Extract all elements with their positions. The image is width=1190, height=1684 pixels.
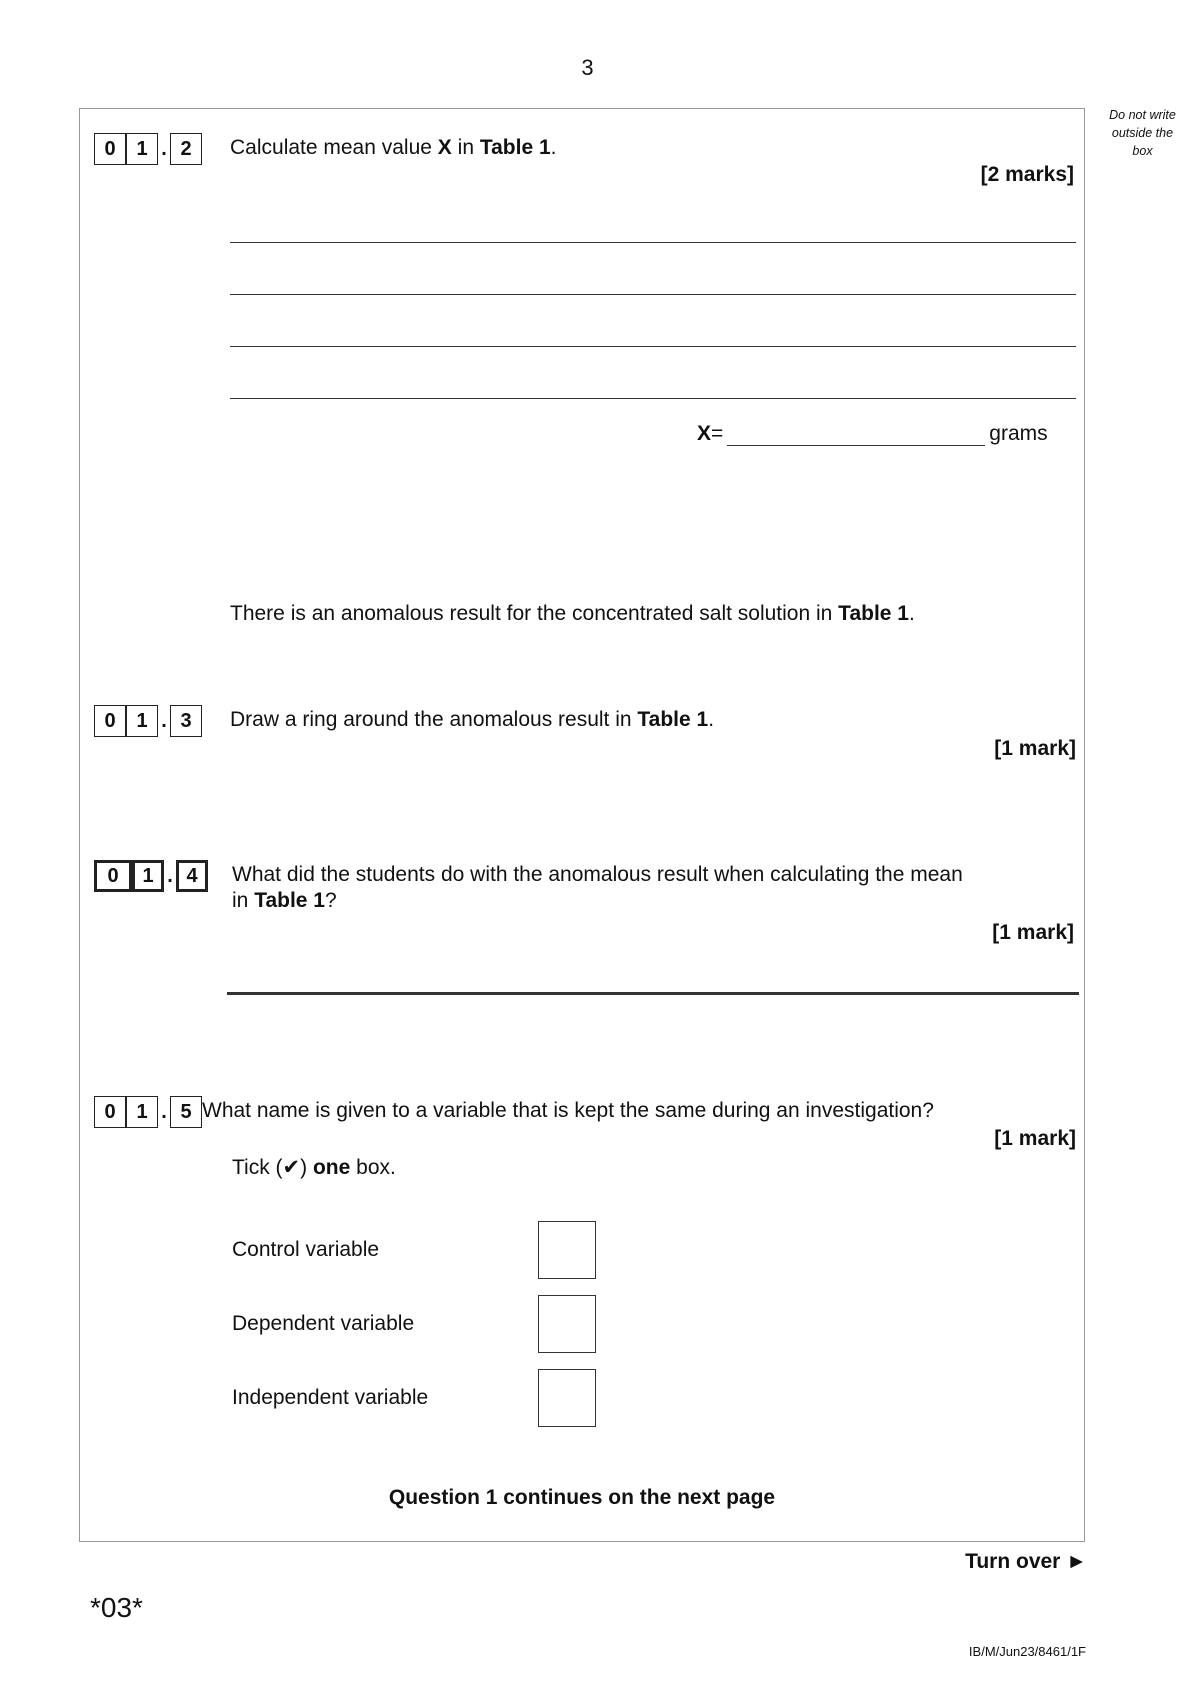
- tick-icon: ✔: [282, 1156, 301, 1179]
- text: Calculate mean value: [230, 136, 438, 159]
- qnum-digit: 1: [126, 1096, 158, 1128]
- margin-note-line: outside the: [1111, 126, 1174, 140]
- text: in: [232, 889, 255, 912]
- paper-reference: IB/M/Jun23/8461/1F: [968, 1644, 1086, 1659]
- text: .: [708, 708, 715, 731]
- answer-line[interactable]: [227, 992, 1079, 995]
- bold-text: Table 1: [479, 136, 551, 159]
- answer-line[interactable]: [230, 242, 1076, 243]
- text: Turn over: [965, 1550, 1061, 1573]
- page-code: *03*: [90, 1592, 143, 1623]
- question-number-01-4: [94, 860, 208, 892]
- qnum-dot: .: [161, 1100, 167, 1123]
- qnum-dot: .: [161, 137, 167, 160]
- equals-sign: =: [711, 422, 724, 445]
- qnum-digit: 0: [94, 133, 126, 165]
- answer-x-row: [697, 422, 1048, 446]
- tick-box[interactable]: [538, 1295, 596, 1353]
- text: Draw a ring around the anomalous result in: [230, 708, 638, 731]
- question-text-01-2: [230, 135, 556, 161]
- margin-note-line: box: [1132, 144, 1153, 158]
- tick-box[interactable]: [538, 1221, 596, 1279]
- option-control-variable: [232, 1221, 596, 1279]
- question-text-01-3: [230, 707, 714, 733]
- bold-text: one: [312, 1156, 351, 1179]
- marks-label: [1 mark]: [992, 921, 1074, 944]
- tick-box[interactable]: [538, 1369, 596, 1427]
- answer-line[interactable]: [230, 346, 1076, 347]
- option-dependent-variable: [232, 1295, 596, 1353]
- qnum-digit: 3: [170, 705, 202, 737]
- text: .: [908, 602, 915, 625]
- anomaly-intro-text: [230, 601, 915, 627]
- text: in: [451, 136, 480, 159]
- qnum-digit: 0: [94, 860, 132, 892]
- bold-text: Table 1: [838, 602, 909, 625]
- question-number-01-2: [94, 133, 202, 165]
- option-independent-variable: [232, 1369, 596, 1427]
- tick-instruction: [232, 1155, 396, 1181]
- text: There is an anomalous result for the concentrated salt solution in: [230, 602, 839, 625]
- qnum-digit: 0: [94, 1096, 126, 1128]
- bold-text: X: [437, 136, 452, 159]
- marks-label: [2 marks]: [980, 163, 1074, 186]
- option-label: Control variable: [232, 1238, 380, 1261]
- marks-label: [1 mark]: [994, 1127, 1076, 1150]
- text: ): [300, 1156, 313, 1179]
- question-number-01-5: [94, 1096, 202, 1128]
- qnum-digit: 5: [170, 1096, 202, 1128]
- question-text-01-5: What name is given to a variable that is kept the same during an investigation?: [202, 1099, 934, 1122]
- option-label: Dependent variable: [232, 1312, 415, 1335]
- text: ?: [325, 889, 337, 912]
- qnum-digit: 2: [170, 133, 202, 165]
- continues-note: Question 1 continues on the next page: [388, 1486, 776, 1509]
- question-text-01-4: [232, 862, 963, 914]
- margin-note: [1095, 106, 1190, 160]
- answer-line[interactable]: [230, 294, 1076, 295]
- qnum-digit: 1: [132, 860, 164, 892]
- text-line: [232, 888, 963, 914]
- answer-line[interactable]: [230, 398, 1076, 399]
- qnum-digit: 1: [126, 705, 158, 737]
- qnum-digit: 0: [94, 705, 126, 737]
- right-arrow-icon: ►: [1066, 1550, 1087, 1573]
- option-label: Independent variable: [232, 1386, 429, 1409]
- text-line: What did the students do with the anomalous result when calculating the mean: [232, 863, 963, 886]
- page-number: 3: [581, 55, 594, 80]
- text: box.: [350, 1156, 396, 1179]
- qnum-digit: 4: [176, 860, 208, 892]
- question-number-01-3: [94, 705, 202, 737]
- qnum-dot: .: [161, 709, 167, 732]
- text: .: [550, 136, 557, 159]
- marks-label: [1 mark]: [994, 737, 1076, 760]
- bold-text: Table 1: [254, 889, 325, 912]
- turn-over-label: [965, 1550, 1087, 1574]
- answer-unit: grams: [989, 422, 1048, 445]
- qnum-digit: 1: [126, 133, 158, 165]
- answer-x-blank[interactable]: [727, 423, 985, 446]
- text: Tick (: [232, 1156, 283, 1179]
- bold-text: Table 1: [637, 708, 709, 731]
- answer-variable: X: [697, 422, 712, 445]
- qnum-dot: .: [167, 864, 173, 887]
- margin-note-line: Do not write: [1109, 108, 1176, 122]
